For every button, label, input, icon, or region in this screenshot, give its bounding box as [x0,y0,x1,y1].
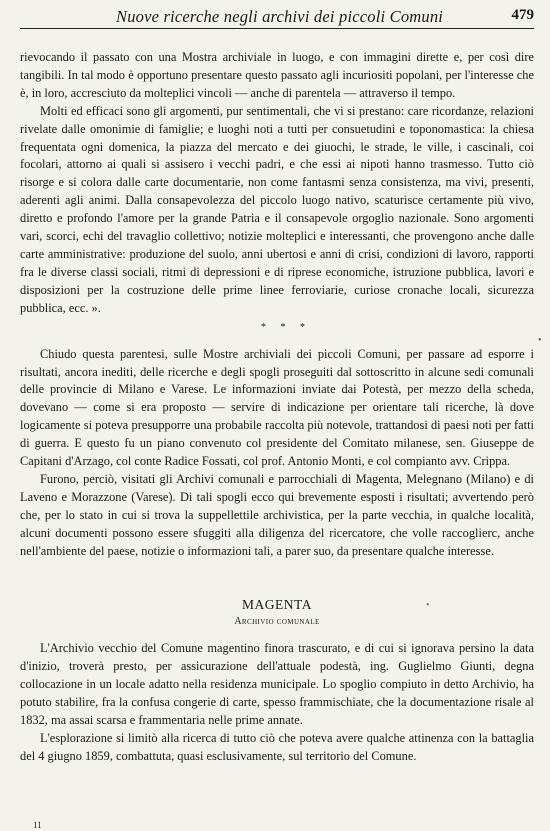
paragraph: Furono, perciò, visitati gli Archivi comunali e parrocchiali di Magenta, Melegnano (Milano) e di Laveno e Morazzone (Varese). Di tali spogli ecco qui brevemente esposti i risultati; avvertendo però che, per lo stato in cui si trova la suppellettile archivistica, per la parte vecchia, in qualche località, alcuni documenti possono essere sfuggiti alla diligenza del ricercatore, che volle raccoglierc, anche nell'ambiente del paese, notizie o informazioni tali, a parer suo, da presentare qualche interesse. [20,471,534,558]
page-number: 479 [511,7,534,23]
section-title: MAGENTA [242,597,312,613]
paragraph: Chiudo questa parentesi, sulle Mostre archiviali dei piccoli Comuni, per passare ad esporre i risultati, ancora inediti, delle ricerche e degli spogli proseguiti dal sottoscritto in alcune sedi comunali delle provincie di Milano e Varese. Le informazioni inviate dai Potestà, per mezzo della scheda, dovevano — come si era proposto — servire di indicazione per orientare tali ricerche, là dove logicamente si poteva presupporre una probabile raccolta più notevole, trattandosi di paesi noti per fatti di guerra. E questo fu un piano convenuto col presidente del Comitato milanese, sen. Giuseppe de Capitani d'Arzago, col conte Radice Fossati, col prof. Antonio Monti, e col compianto avv. Crippa. [20,346,534,469]
margin-mark: • [426,600,430,611]
body-text [20,49,534,766]
signature-mark: 11 [33,820,42,830]
section-subtitle: Archivio comunale [234,616,320,628]
paragraph: rievocando il passato con una Mostra archiviale in luogo, e con immagini dirette e, per così dire tangibili. In tal modo è opportuno presentare questo passato agli incuriositi popolani, per l'interesse che è, in loro, accresciuto da molteplici vincoli — anche di parentela — attraverso il tempo. [20,50,534,100]
section-separator: * * * [261,321,311,333]
running-head: Nuove ricerche negli archivi dei piccoli Comuni [116,7,444,26]
paragraph: Molti ed efficaci sono gli argomenti, pur sentimentali, che vi si prestano: care ricordanze, relazioni rivelate dalle omonimie di famiglie; e luoghi noti a tutti per consuetudini e toponomastica: la chiesa frequentata ogni domenica, la piazza del mercato e dei giuochi, le strade, le ville, i cascinali, coi focolari, attorno ai quali si assisero i vecchi padri, e che essi ai nipoti hanno trasmesso. Tutto ciò risorge e si colora dalle carte documentarie, non come fantasmi senza consistenza, ma vivi, presenti, aderenti agli animi. Dalla consapevolezza del piccolo luogo nativo, scaturisce certamente più vivo, diretto e profondo l'amore per la grande Patria e il consapevole orgoglio nazionale. Sono argomenti vari, scorci, echi del travaglio collettivo; notizie molteplici e interessanti, che provengono anche dalle carte amministrative: produzione del suolo, anni ubertosi e anni di crisi, condizioni di lavoro, rapporti fra le diverse classi sociali, ritmi di depressioni e di riprese economiche, istruzione pubblica, lavori e disposizioni per la costruzione delle prime linee ferroviarie, curiose cronache locali, sicurezza pubblica, ecc. ». [20,103,534,315]
paragraph: L'Archivio vecchio del Comune magentino finora trascurato, e di cui si ignorava persino la data d'inizio, troverà presto, per assicurazione dell'attuale podestà, ing. Guglielmo Giunti, degna collocazione in un locale adatto nella residenza municipale. Lo spoglio compiuto in detto Archivio, ha potuto stabilire, fra la confusa congerie di carte, spesso frammischiate, che la documentazione risale al 1832, ma assai scarsa e frammentaria nelle prime annate. [20,641,534,728]
margin-mark: • [538,335,542,346]
paragraph: L'esplorazione si limitò alla ricerca di tutto ciò che poteva avere qualche attinenza con la battaglia del 4 giugno 1859, combattuta, quasi esclusivamente, sul territorio del Comune. [20,731,534,763]
page-header [20,6,534,29]
